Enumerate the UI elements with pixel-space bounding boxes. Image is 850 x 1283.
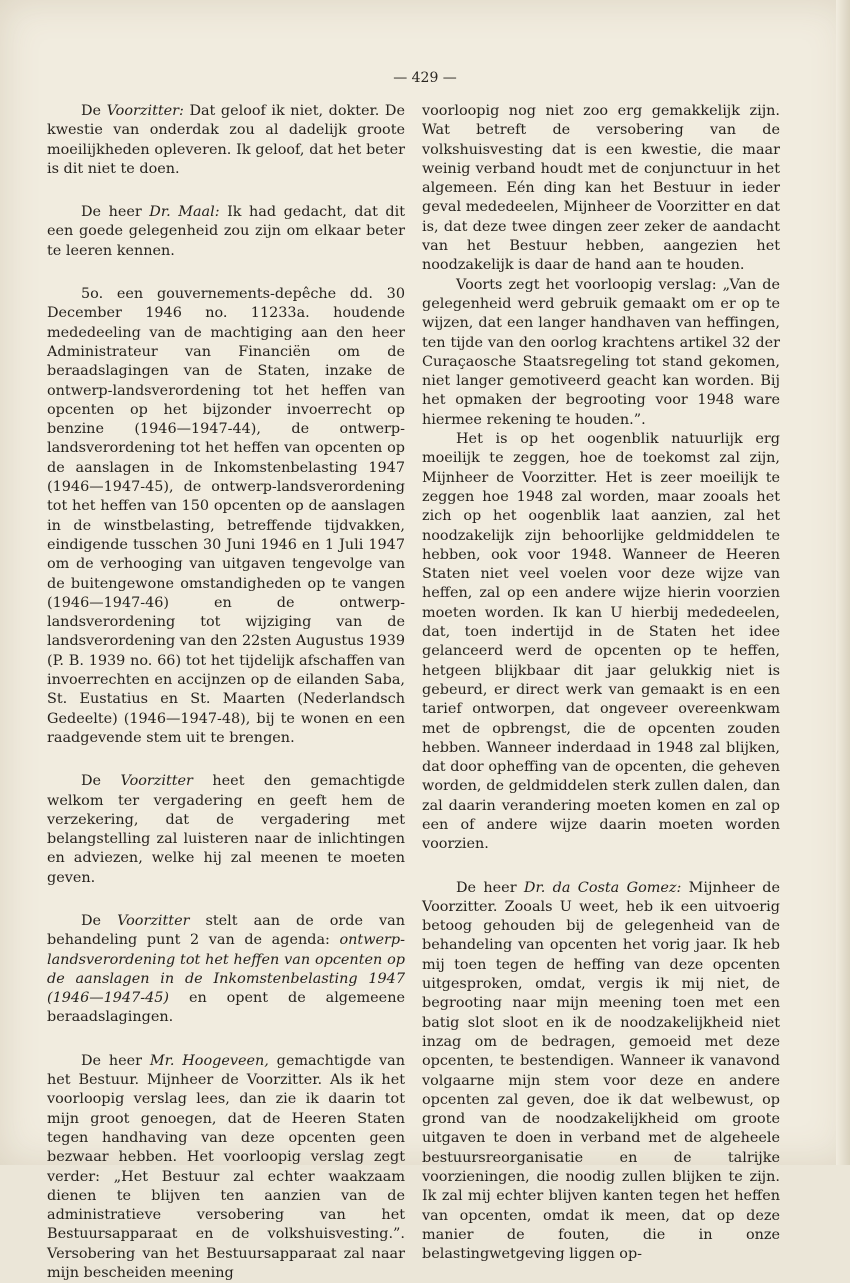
paragraph-da-costa-gomez: De heer Dr. da Costa Gomez: Mijnheer de Voorzitter. Zooals U weet, heb ik een uitvoerig betoog gehouden bij de gelegenheid van de behandeling van opcenten het vorig jaar. Ik heb mij toen tegen de heffing van deze opcenten uitgesproken, omdat, vergis ik mij niet, de begrooting naar mijn meening toen met een batig slot sloot en ik de noodzakelijkheid niet inzag om de bedragen, gemoeid met deze opcenten, te bestendigen. Wanneer ik vanavond volgaarne mijn stem voor deze en andere opcenten zal geven, doe ik dat welbewust, op grond van de noodzakelijkheid om groote uitgaven te doen in verband met de algeheele bestuursreorganisatie en de talrijke voorzieningen, die noodig zullen blijken te zijn. Ik zal mij echter blijven kanten tegen het heffen van opcenten, omdat ik meen, dat op deze manier de fouten, die in onze belastingwetgeving liggen op- <box>422 879 780 1263</box>
right-column <box>422 102 780 1265</box>
left-column <box>47 102 405 1283</box>
page-number: — 429 — <box>393 70 457 86</box>
paragraph-dr-maal: De heer Dr. Maal: Ik had gedacht, dat dit een goede gelegenheid zou zijn om elkaar beter te leeren kennen. <box>47 204 405 259</box>
paragraph-toekomst: Het is op het oogenblik natuurlijk erg moeilijk te zeggen, hoe de toekomst zal zijn, Mijnheer de Voorzitter. Het is zeer moeilijk te zeggen hoe 1948 zal worden, maar zooals het zich op het oogenblik laat aanzien, zal het noodzakelijk zijn behoorlijke geldmiddelen te hebben, ook voor 1948. Wanneer de Heeren Staten niet veel voelen voor deze wijze van heffen, zal op een andere wijze hierin voorzien moeten worden. Ik kan U hierbij mededeelen, dat, toen indertijd in de Staten het idee gelanceerd werd de opcenten op te heffen, hetgeen blijkbaar dit jaar gelukkig niet is gebeurd, er direct werk van gemaakt is en een tarief ontworpen, dat ongeveer overeenkwam met de opbrengst, die de opcenten zouden hebben. Wanneer inderdaad in 1948 zal blijken, dat door opheffing van de opcenten, die geheven worden, de geldmiddelen sterk zullen dalen, dan zal daarin verandering moeten komen en zal op een of andere wijze daarin moeten worden voorzien. <box>422 431 780 853</box>
paragraph-hoogeveen: De heer Mr. Hoogeveen, gemachtigde van het Bestuur. Mijnheer de Voorzitter. Als ik het voorloopig verslag lees, dan zie ik daarin tot mijn groot genoegen, dat de Heeren Staten tegen handhaving van deze opcenten geen bezwaar hebben. Het voorloopig verslag zegt verder: „Het Bestuur zal echter waakzaam dienen te blijven ten aanzien van de administratieve versobering van het Bestuursapparaat en de volkshuisvesting.”. Versobering van het Bestuursapparaat zal naar mijn bescheiden meening <box>47 1052 406 1282</box>
paragraph-gouvernements-depeche: 5o. een gouvernements-depêche dd. 30 December 1946 no. 11233a. houdende mededeeling van de machtiging aan den heer Administrateur van Financiën om de beraadslagingen van de Staten, inzake de ontwerp-landsverordening tot het heffen van opcenten op het bijzonder invoerrecht op benzine (1946—1947-44), de ontwerp-landsverordening tot het heffen van opcenten op de aanslagen in de Inkomstenbelasting 1947 (1946—1947-45), de ontwerp-landsverordening tot het heffen van 150 opcenten op de aanslagen in de winstbelasting, betreffende tijdvakken, eindigende tusschen 30 Juni 1946 en 1 Juli 1947 om de verhooging van uitgaven tengevolge van de buitengewone omstandigheden op te vangen (1946—1947-46) en de ontwerp-landsverordening tot wijziging van de landsverordening van den 22sten Augustus 1939 (P. B. 1939 no. 66) tot het tijdelijk afschaffen van invoerrechten en accijnzen op de eilanden Saba, St. Eustatius en St. Maarten (Nederlandsch Gedeelte) (1946—1947-48), bij te wonen en een raadgevende stem uit te brengen. <box>47 286 405 746</box>
paragraph-voorzitter-agenda: De Voorzitter stelt aan de orde van behandeling punt 2 van de agenda: ontwerp-landsverordening tot het heffen van opcenten op de aanslagen in de Inkomstenbelasting 1947 (1946—1947-45) en opent de algemeene beraadslagingen. <box>47 912 405 1026</box>
page-edge <box>836 0 850 1165</box>
paragraph-continuation: voorloopig nog niet zoo erg gemakkelijk zijn. Wat betreft de versobering van de volkshuisvesting dat is een kwestie, die maar weinig verband houdt met de conjunctuur in het algemeen. Eén ding kan het Bestuur in ieder geval mededeelen, Mijnheer de Voorzitter en dat is, dat deze twee dingen zeer zeker de aandacht van het Bestuur hebben, aangezien het noodzakelijk is daar de hand aan te houden. <box>422 103 780 274</box>
paragraph-voorzitter-reply: De Voorzitter: Dat geloof ik niet, dokter. De kwestie van onderdak zou al dadelijk groote moeilijkheden opleveren. Ik geloof, dat het beter is dit niet te doen. <box>47 103 405 177</box>
paragraph-voorloopig-verslag: Voorts zegt het voorloopig verslag: „Van de gelegenheid werd gebruik gemaakt om er op te wijzen, dat een langer handhaven van heffingen, ten tijde van den oorlog krachtens artikel 32 der Curaçaosche Staatsregeling tot stand gekomen, niet langer gemotiveerd geacht kan worden. Bij het opmaken der begrooting voor 1948 ware hiermee rekening te houden.”. <box>422 276 780 428</box>
paragraph-voorzitter-welkom: De Voorzitter heet den gemachtigde welkom ter vergadering en geeft hem de verzekering, dat de vergadering met belangstelling zal luisteren naar de inlichtingen en adviezen, welke hij zal meenen te moeten geven. <box>47 773 405 886</box>
